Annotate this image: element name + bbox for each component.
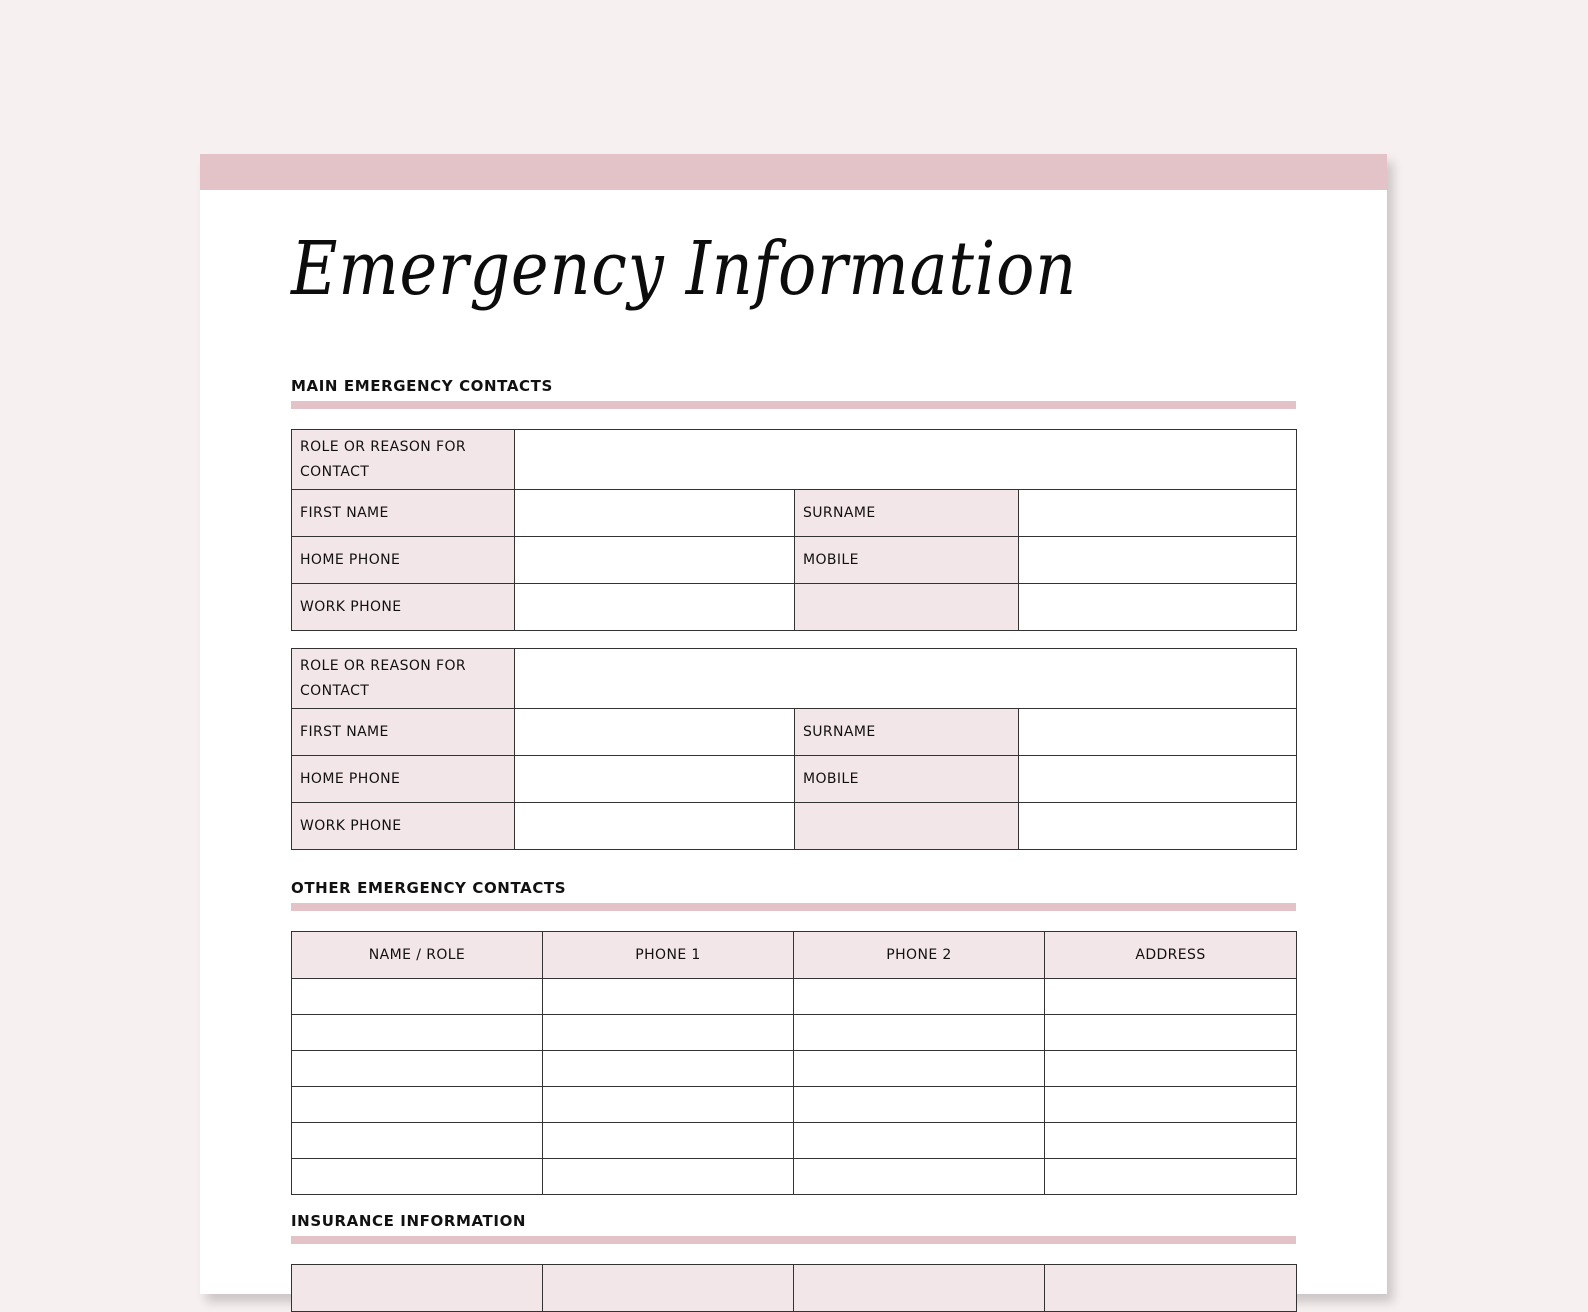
other-contact-cell[interactable] — [292, 1051, 543, 1087]
other-contact-cell[interactable] — [1045, 1051, 1297, 1087]
column-header: ADDRESS — [1045, 932, 1297, 979]
other-contact-cell[interactable] — [543, 1015, 794, 1051]
mobile-field[interactable] — [1019, 756, 1297, 803]
other-contacts-table — [291, 931, 1297, 1195]
role-field[interactable] — [515, 649, 1297, 709]
insurance-table — [291, 1264, 1297, 1312]
section-rule-main — [291, 401, 1296, 409]
work-phone-field[interactable] — [515, 584, 795, 631]
surname-label: SURNAME — [795, 490, 1019, 537]
contact-table-2 — [291, 648, 1297, 850]
section-heading-insurance: INSURANCE INFORMATION — [291, 1212, 527, 1230]
section-rule-insurance — [291, 1236, 1296, 1244]
blank-label — [795, 584, 1019, 631]
column-header: PHONE 1 — [543, 932, 794, 979]
other-contact-cell[interactable] — [1045, 1159, 1297, 1195]
other-contact-cell[interactable] — [543, 1087, 794, 1123]
mobile-field[interactable] — [1019, 537, 1297, 584]
other-contact-cell[interactable] — [543, 1123, 794, 1159]
other-header-row — [292, 932, 1297, 979]
insurance-cell[interactable] — [543, 1265, 794, 1312]
section-heading-other: OTHER EMERGENCY CONTACTS — [291, 879, 567, 897]
other-contacts-body — [292, 979, 1297, 1195]
other-contact-cell[interactable] — [292, 1123, 543, 1159]
other-contact-cell[interactable] — [794, 1087, 1045, 1123]
phone-row — [292, 756, 1297, 803]
first-name-label: FIRST NAME — [292, 490, 515, 537]
other-contact-cell[interactable] — [794, 1051, 1045, 1087]
other-contact-cell[interactable] — [543, 979, 794, 1015]
form-sheet — [200, 154, 1387, 1294]
blank-label — [795, 803, 1019, 850]
mobile-label: MOBILE — [795, 756, 1019, 803]
section-heading-main: MAIN EMERGENCY CONTACTS — [291, 377, 553, 395]
surname-field[interactable] — [1019, 490, 1297, 537]
home-phone-field[interactable] — [515, 537, 795, 584]
other-contact-cell[interactable] — [543, 1051, 794, 1087]
other-contact-cell[interactable] — [1045, 1015, 1297, 1051]
page-title: Emergency Information — [291, 226, 1078, 312]
home-phone-label: HOME PHONE — [292, 537, 515, 584]
other-contact-cell[interactable] — [794, 979, 1045, 1015]
contact-table-1 — [291, 429, 1297, 631]
mobile-label: MOBILE — [795, 537, 1019, 584]
other-contact-cell[interactable] — [794, 1159, 1045, 1195]
section-rule-other — [291, 903, 1296, 911]
other-contact-row — [292, 1051, 1297, 1087]
other-contact-row — [292, 1159, 1297, 1195]
insurance-row — [292, 1265, 1297, 1312]
other-contact-cell[interactable] — [292, 979, 543, 1015]
first-name-field[interactable] — [515, 490, 795, 537]
other-contact-row — [292, 979, 1297, 1015]
role-field[interactable] — [515, 430, 1297, 490]
work-phone-label: WORK PHONE — [292, 803, 515, 850]
first-name-field[interactable] — [515, 709, 795, 756]
column-header: PHONE 2 — [794, 932, 1045, 979]
insurance-cell[interactable] — [292, 1265, 543, 1312]
column-header: NAME / ROLE — [292, 932, 543, 979]
surname-label: SURNAME — [795, 709, 1019, 756]
work-row — [292, 584, 1297, 631]
insurance-cell[interactable] — [1045, 1265, 1297, 1312]
phone-row — [292, 537, 1297, 584]
role-label: ROLE OR REASON FOR CONTACT — [292, 649, 515, 709]
other-contact-cell[interactable] — [1045, 1087, 1297, 1123]
other-contact-cell[interactable] — [292, 1015, 543, 1051]
extra-field[interactable] — [1019, 584, 1297, 631]
surname-field[interactable] — [1019, 709, 1297, 756]
work-phone-field[interactable] — [515, 803, 795, 850]
work-row — [292, 803, 1297, 850]
other-contact-row — [292, 1123, 1297, 1159]
other-contact-cell[interactable] — [292, 1159, 543, 1195]
role-label: ROLE OR REASON FOR CONTACT — [292, 430, 515, 490]
work-phone-label: WORK PHONE — [292, 584, 515, 631]
other-contact-cell[interactable] — [1045, 1123, 1297, 1159]
home-phone-field[interactable] — [515, 756, 795, 803]
other-contact-cell[interactable] — [1045, 979, 1297, 1015]
other-contact-row — [292, 1015, 1297, 1051]
insurance-cell[interactable] — [794, 1265, 1045, 1312]
other-contact-row — [292, 1087, 1297, 1123]
home-phone-label: HOME PHONE — [292, 756, 515, 803]
other-contact-cell[interactable] — [794, 1123, 1045, 1159]
first-name-label: FIRST NAME — [292, 709, 515, 756]
other-contact-cell[interactable] — [794, 1015, 1045, 1051]
name-row — [292, 709, 1297, 756]
other-contact-cell[interactable] — [292, 1087, 543, 1123]
extra-field[interactable] — [1019, 803, 1297, 850]
role-row — [292, 649, 1297, 709]
role-row — [292, 430, 1297, 490]
header-band — [200, 154, 1387, 190]
other-contact-cell[interactable] — [543, 1159, 794, 1195]
name-row — [292, 490, 1297, 537]
